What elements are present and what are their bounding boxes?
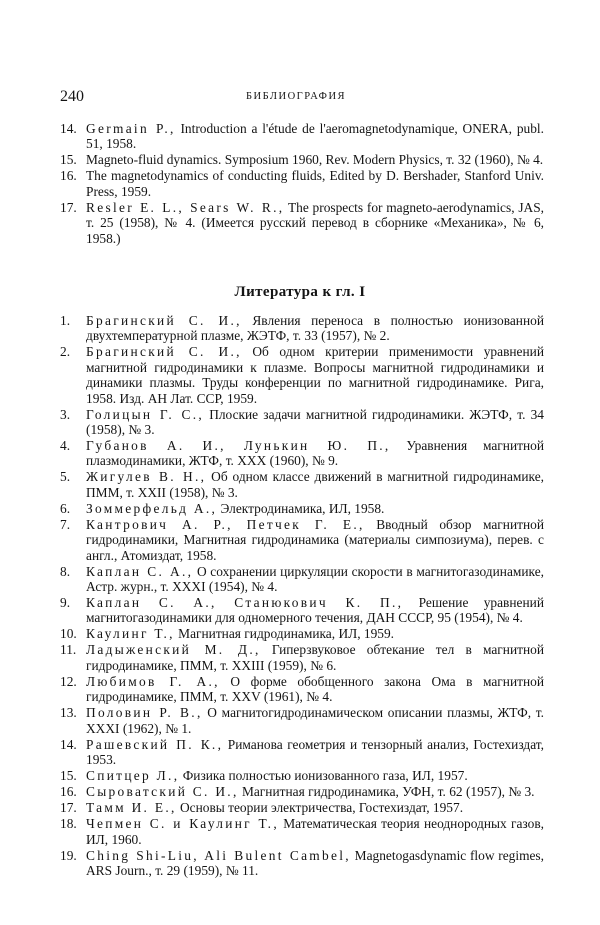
section-heading: Литература к гл. I: [234, 284, 366, 300]
reference-author: Germain P.,: [86, 121, 176, 136]
reference-item: [60, 152, 544, 167]
reference-item: [60, 121, 544, 152]
reference-item: [60, 705, 544, 736]
reference-number: 17.: [60, 199, 77, 215]
reference-author: Сыроватский С. И.,: [86, 784, 239, 800]
reference-item: [60, 784, 544, 799]
reference-item: [60, 848, 544, 879]
reference-text: Introduction a l'étude de l'aeromagnetodynamique, ONERA, publ. 51, 1958.: [86, 121, 544, 152]
reference-list-continued: [60, 121, 544, 247]
reference-item: [60, 313, 544, 344]
reference-item: [60, 200, 544, 246]
reference-item: [60, 407, 544, 438]
reference-number: 19.: [60, 847, 77, 863]
reference-number: 10.: [60, 626, 77, 642]
reference-item: [60, 642, 544, 673]
reference-number: 8.: [60, 563, 71, 579]
reference-item: [60, 501, 544, 516]
reference-number: 15.: [60, 768, 77, 784]
reference-author: Зоммерфельд А.,: [86, 500, 218, 516]
reference-author: Спитцер Л.,: [86, 768, 180, 784]
reference-author: Ching Shi-Liu, Ali Bulent Cambel,: [86, 847, 351, 863]
reference-number: 6.: [60, 500, 71, 516]
reference-author: Жигулев В. Н.,: [86, 469, 207, 485]
reference-item: [60, 344, 544, 406]
reference-author: Губанов А. И., Лунькин Ю. П.,: [86, 438, 391, 454]
reference-author: Кантрович А. Р., Петчек Г. Е.,: [86, 516, 365, 532]
reference-number: 7.: [60, 516, 71, 532]
reference-author: Брагинский С. И.,: [86, 313, 242, 328]
reference-number: 18.: [60, 816, 77, 832]
reference-number: 15.: [60, 152, 77, 168]
reference-number: 13.: [60, 705, 77, 721]
reference-number: 14.: [60, 736, 77, 752]
reference-text: Электродинамика, ИЛ, 1958.: [217, 500, 385, 516]
reference-author: Брагинский С. И.,: [86, 344, 242, 360]
reference-author: Голицын Г. С.,: [86, 406, 205, 422]
reference-number: 17.: [60, 800, 77, 816]
reference-item: [60, 800, 544, 815]
reference-text: The magnetodynamics of conducting fluids, Edited by D. Bershader, Stanford Univ. Press, 1959.: [86, 168, 544, 199]
reference-author: Любимов Г. А.,: [86, 673, 220, 689]
reference-item: [60, 816, 544, 847]
reference-text: Математическая теория неоднородных газов, ИЛ, 1960.: [86, 816, 545, 847]
reference-text: Решение уравнений магнитогазодинамики для одномерного течения, ДАН СССР, 95 (1954), № 4.: [86, 595, 544, 626]
reference-text: Основы теории электричества, Гостехиздат, 1957.: [176, 800, 464, 816]
reference-text: Магнитная гидродинамика, УФН, т. 62 (1957), № 3.: [238, 784, 535, 800]
reference-author: Чепмен С. и Каулинг Т.,: [86, 816, 279, 832]
running-title: БИБЛИОГРАФИЯ: [246, 91, 347, 102]
running-head: [60, 88, 540, 108]
reference-author: Каулинг Т.,: [86, 626, 175, 642]
reference-number: 3.: [60, 406, 71, 422]
reference-text: О сохранении циркуляции скорости в магнитогазодинамике, Астр. журн., т. XXXI (1954), № 4.: [86, 563, 544, 595]
reference-text: О форме обобщенного закона Ома в магнитной гидродинамике, ПММ, т. XXV (1961), № 4.: [86, 673, 544, 705]
reference-text: Уравнения магнитной плазмодинамики, ЖТФ, т. XXX (1960), № 9.: [86, 438, 545, 469]
reference-text: Физика полностью ионизованного газа, ИЛ, 1957.: [179, 768, 468, 784]
reference-item: [60, 168, 544, 199]
reference-text: Magnetogasdynamic flow regimes, ARS Journ., т. 29 (1959), № 11.: [86, 847, 544, 878]
reference-number: 2.: [60, 344, 71, 360]
reference-number: 14.: [60, 121, 77, 136]
reference-item: [60, 517, 544, 563]
reference-text: Риманова геометрия и тензорный анализ, Гостехиздат, 1953.: [86, 736, 544, 768]
reference-author: Каплан С. А.,: [86, 563, 194, 579]
reference-item: [60, 768, 544, 783]
reference-text: О магнитогидродинамическом описании плазмы, ЖТФ, т. XXXI (1962), № 1.: [86, 705, 544, 736]
reference-list-chapter-1: [60, 313, 544, 879]
reference-text: Магнитная гидродинамика, ИЛ, 1959.: [174, 626, 395, 642]
reference-number: 4.: [60, 438, 71, 454]
reference-author: Resler E. L., Sears W. R.,: [86, 199, 285, 215]
reference-number: 11.: [60, 642, 77, 658]
reference-item: [60, 674, 544, 705]
reference-number: 5.: [60, 469, 71, 485]
reference-number: 16.: [60, 168, 77, 184]
reference-text: Вводный обзор магнитной гидродинамики, Магнитная гидродинамика (материалы симпозиума), перев. с англ., Атомиздат, 1958.: [86, 516, 544, 563]
reference-number: 9.: [60, 595, 71, 611]
reference-item: [60, 595, 544, 626]
reference-author: Рашевский П. К.,: [86, 736, 224, 752]
reference-text: The prospects for magneto-aerodynamics, JAS, т. 25 (1958), № 4. (Имеется русский перевод в сборнике «Механика», № 6, 1958.): [86, 199, 544, 246]
reference-text: Плоские задачи магнитной гидродинамики. ЖЭТФ, т. 34 (1958), № 3.: [86, 406, 545, 438]
reference-item: [60, 438, 544, 469]
reference-item: [60, 469, 544, 500]
reference-author: Тамм И. Е.,: [86, 800, 177, 816]
reference-text: Гиперзвуковое обтекание тел в магнитной гидродинамике, ПММ, т. XXIII (1959), № 6.: [86, 642, 544, 673]
reference-author: Половин Р. В.,: [86, 705, 203, 721]
reference-item: [60, 626, 544, 641]
reference-text: Об одном классе движений в магнитной гидродинамике, ПММ, т. XXII (1958), № 3.: [86, 469, 544, 500]
page-number: 240: [60, 88, 84, 105]
reference-number: 16.: [60, 784, 77, 800]
reference-text: Явления переноса в полностью ионизованной двухтемпературной плазме, ЖЭТФ, т. 33 (1957), № 2.: [86, 313, 544, 344]
reference-item: [60, 564, 544, 595]
reference-number: 1.: [60, 313, 71, 328]
reference-text: Magneto-fluid dynamics. Symposium 1960, Rev. Modern Physics, т. 32 (1960), № 4.: [86, 152, 544, 168]
reference-number: 12.: [60, 673, 77, 689]
reference-author: Каплан С. А., Станюкович К. П.,: [86, 595, 404, 611]
reference-item: [60, 737, 544, 768]
reference-author: Ладыженский М. Д.,: [86, 642, 261, 658]
reference-text: Об одном критерии применимости уравнений магнитной гидродинамики к плазме. Вопросы магнитной гидродинамики и динамики плазмы. Труды конференции по магнитной гидродинамике. Рига, 1958. Изд. АН Лат. ССР, 1959.: [86, 344, 545, 406]
